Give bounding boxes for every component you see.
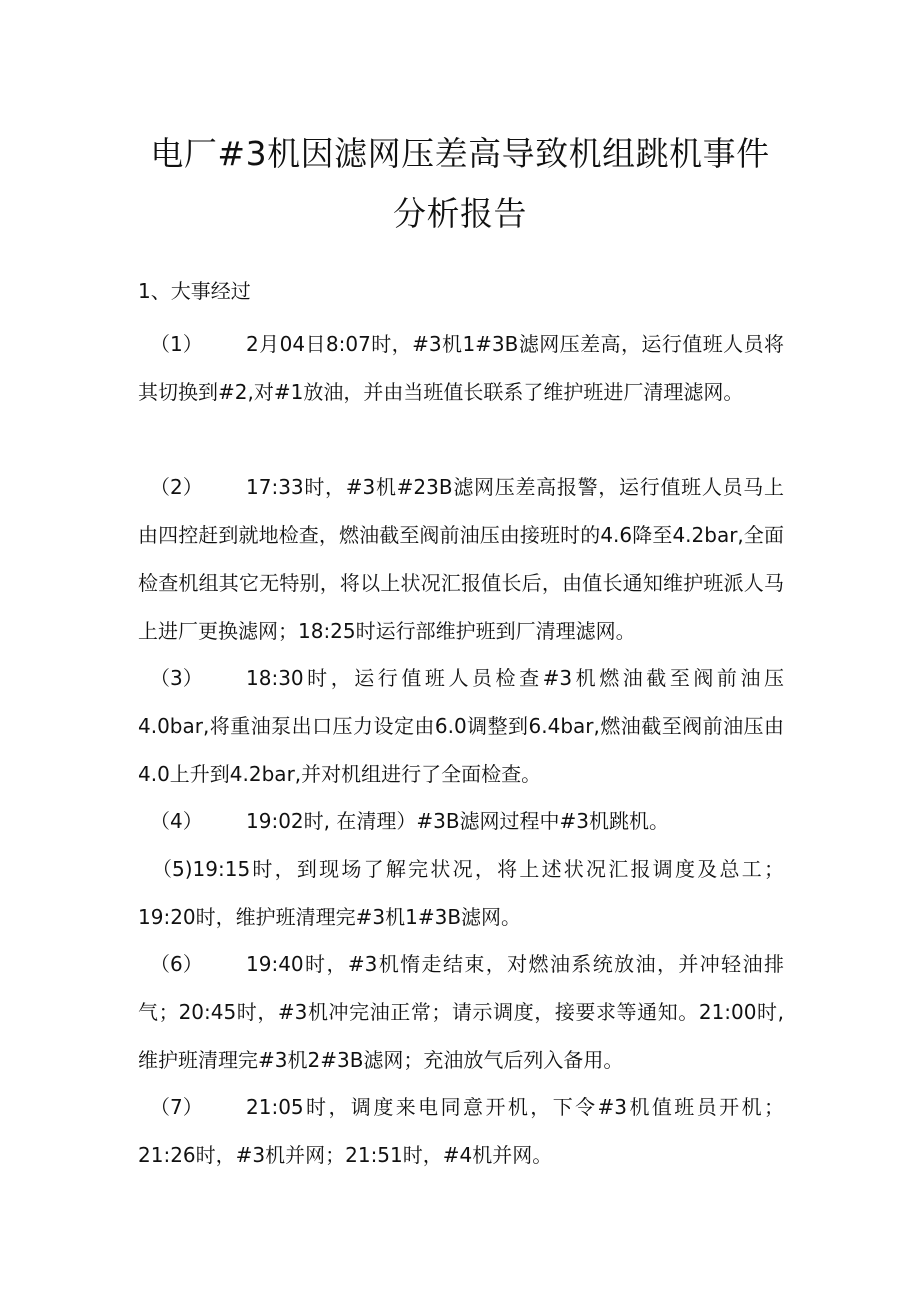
paragraph-number: （1） <box>150 332 203 356</box>
event-paragraph-5 <box>138 845 784 941</box>
document-title-line-2: 分析报告 <box>393 194 527 233</box>
paragraph-number: （7） <box>150 1095 203 1119</box>
paragraph-text: 2月04日8:07时，#3机1#3B滤网压差高，运行值班人员将其切换到#2,对#1放油，并由当班值长联系了维护班进厂清理滤网。 <box>138 332 784 404</box>
event-paragraph-4 <box>138 797 784 845</box>
paragraph-number: （2） <box>150 475 203 499</box>
paragraph-number: （5) <box>152 857 193 881</box>
paragraph-text: 19:02时, 在清理）#3B滤网过程中#3机跳机。 <box>246 809 670 833</box>
document-title-line-1: 电厂#3机因滤网压差高导致机组跳机事件 <box>150 134 770 173</box>
paragraph-text: 18:30时，运行值班人员检查#3机燃油截至阀前油压4.0bar,将重油泵出口压力设定由6.0调整到6.4bar,燃油截至阀前油压由4.0上升到4.2bar,并对机组进行了全面检查。 <box>138 666 784 786</box>
paragraph-number: （4） <box>150 809 203 833</box>
event-paragraph-3 <box>138 654 784 798</box>
event-paragraph-7 <box>138 1083 784 1179</box>
paragraph-text: 17:33时，#3机#23B滤网压差高报警，运行值班人员马上由四控赶到就地检查，燃油截至阀前油压由接班时的4.6降至4.2bar,全面检查机组其它无特别，将以上状况汇报值长后，由值长通知维护班派人马上进厂更换滤网；18:25时运行部维护班到厂清理滤网。 <box>138 475 784 643</box>
paragraph-number: （6） <box>150 952 203 976</box>
paragraph-text: 19:40时，#3机惰走结束，对燃油系统放油，并冲轻油排气；20:45时，#3机冲完油正常；请示调度，接要求等通知。21:00时,维护班清理完#3机2#3B滤网；充油放气后列入备用。 <box>138 952 784 1072</box>
event-paragraph-1 <box>138 320 784 416</box>
event-paragraph-6 <box>138 940 784 1084</box>
paragraph-number: （3） <box>150 666 203 690</box>
event-paragraph-2 <box>138 463 784 655</box>
section-heading: 1、大事经过 <box>138 279 251 303</box>
paragraph-text: 21:05时，调度来电同意开机，下令#3机值班员开机；21:26时，#3机并网；21:51时，#4机并网。 <box>138 1095 784 1167</box>
paragraph-text: 19:15时，到现场了解完状况，将上述状况汇报调度及总工；19:20时，维护班清理完#3机1#3B滤网。 <box>138 857 784 929</box>
